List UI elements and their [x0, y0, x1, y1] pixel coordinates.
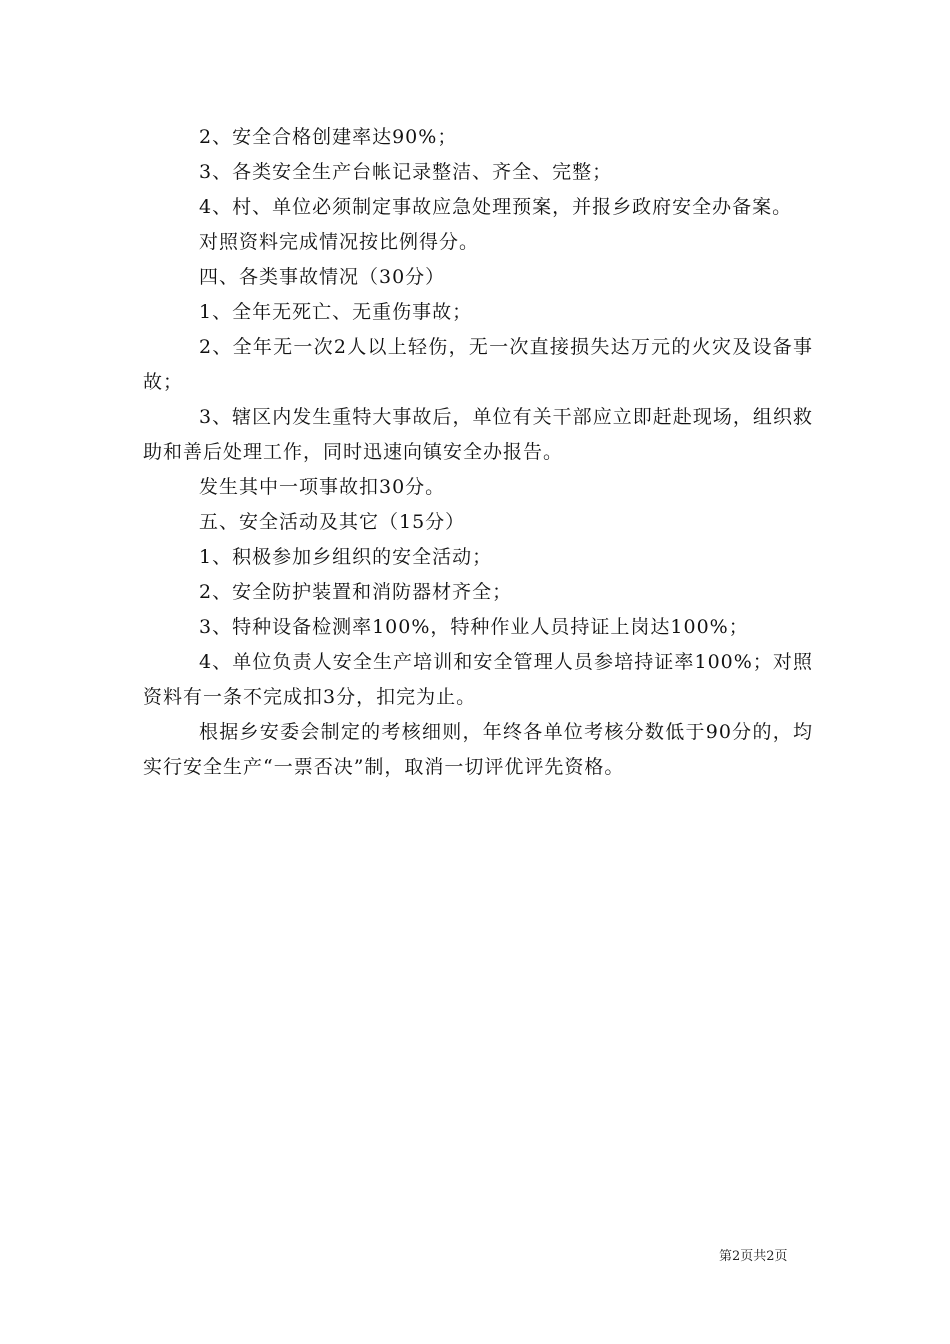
section-heading: 五、安全活动及其它（15分）	[199, 511, 466, 533]
paragraph: 根据乡安委会制定的考核细则，年终各单位考核分数低于90分的，均实行安全生产“一票否决”制，取消一切评优评先资格。	[143, 721, 813, 778]
document-body	[143, 120, 813, 785]
paragraph: 2、全年无一次2人以上轻伤，无一次直接损失达万元的火灾及设备事故；	[143, 336, 813, 393]
paragraph: 3、各类安全生产台帐记录整洁、齐全、完整；	[199, 161, 613, 183]
paragraph: 对照资料完成情况按比例得分。	[199, 231, 480, 253]
paragraph: 4、村、单位必须制定事故应急处理预案，并报乡政府安全办备案。	[199, 196, 793, 218]
section-heading: 四、各类事故情况（30分）	[199, 266, 446, 288]
paragraph: 3、辖区内发生重特大事故后，单位有关干部应立即赶赴现场，组织救助和善后处理工作，同时迅速向镇安全办报告。	[143, 406, 813, 463]
paragraph: 2、安全防护装置和消防器材齐全；	[199, 581, 513, 603]
paragraph: 2、安全合格创建率达90%；	[199, 126, 458, 148]
page-number: 第2页共2页	[719, 1249, 788, 1264]
paragraph: 3、特种设备检测率100%，特种作业人员持证上岗达100%；	[199, 616, 749, 638]
paragraph: 1、全年无死亡、无重伤事故；	[199, 301, 473, 323]
paragraph: 4、单位负责人安全生产培训和安全管理人员参培持证率100%；对照资料有一条不完成扣3分，扣完为止。	[143, 651, 813, 708]
paragraph: 发生其中一项事故扣30分。	[199, 476, 446, 498]
paragraph: 1、积极参加乡组织的安全活动；	[199, 546, 493, 568]
